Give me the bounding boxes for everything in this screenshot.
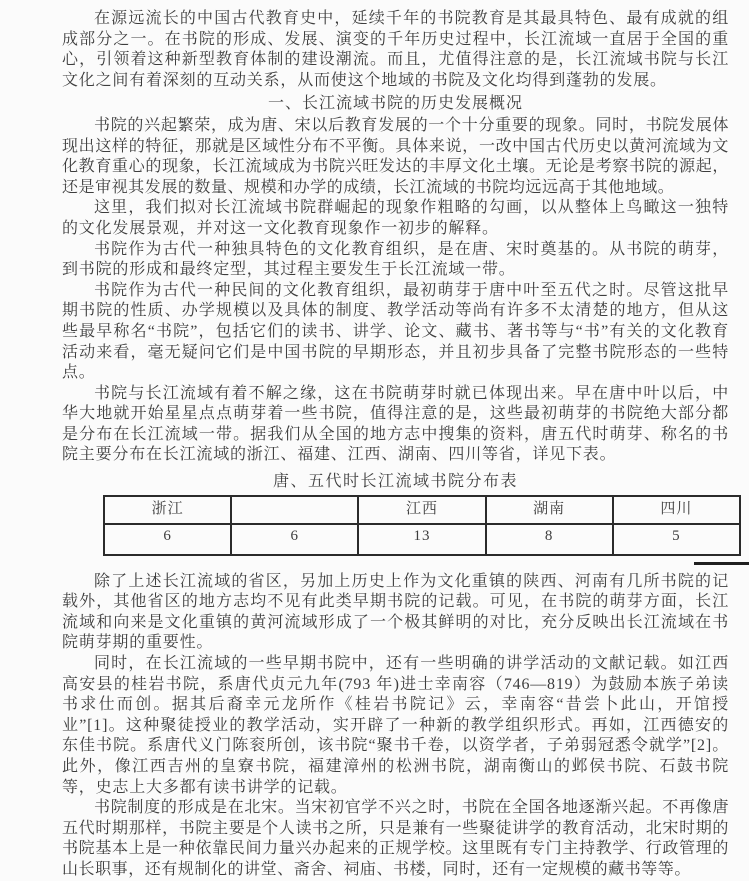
paragraph: 除了上述长江流域的省区，另加上历史上作为文化重镇的陕西、河南有几所书院的记载外，其他省区的地方志均不见有此类早期书院的记载。可见，在书院的萌芽方面，长江流域和向来是文化重镇的黄河流域形成了一个极其鲜明的对比，充分反映出长江流域在书院萌芽期的重要性。	[62, 572, 729, 652]
table-value-cell: 13	[358, 524, 485, 555]
paragraph: 书院作为古代一种独具特色的文化教育组织，是在唐、宋时奠基的。从书院的萌芽，到书院的形成和最终定型，其过程主要发生于长江流域一带。	[62, 240, 729, 279]
table-value-cell: 5	[613, 524, 740, 555]
paragraph: 书院作为古代一种民间的文化教育组织，最初萌芽于唐中叶至五代之时。尽管这批早期书院的性质、办学规模以及具体的制度、教学活动等尚有许多不太清楚的地方，但从这些最早称名“书院”，包括它们的读书、讲学、论文、藏书、著书等与“书”有关的文化教育活动来看，毫无疑问它们是中国书院的早期形态，并且初步具备了完整书院形态的一些特点。	[62, 281, 729, 382]
table-value-cell: 6	[104, 524, 231, 555]
table-value-row	[104, 524, 740, 555]
paragraph: 书院制度的形成是在北宋。当宋初官学不兴之时，书院在全国各地逐渐兴起。不再像唐五代时期那样，书院主要是个人读书之所，只是兼有一些聚徒讲学的教育活动，北宋时期的书院基本上是一种依靠民间力量兴办起来的正规学校。这里既有专门主持教学、行政管理的山长职事，还有规制化的讲堂、斋舍、祠庙、书楼，同时，还有一定规模的藏书等等。	[62, 799, 729, 878]
paragraph: 这里，我们拟对长江流域书院群崛起的现象作粗略的勾画，以从整体上鸟瞰这一独特的文化发展景观，并对这一文化教育现象作一初步的解释。	[62, 199, 729, 237]
table-header-cell: 湖南	[486, 496, 613, 524]
table-value-cell: 6	[231, 524, 358, 555]
table-header-cell	[231, 496, 358, 524]
table-title: 唐、五代时长江流域书院分布表	[272, 473, 518, 491]
paragraph: 书院与长江流域有着不解之缘，这在书院萌芽时就已体现出来。早在唐中叶以后，中华大地就开始星星点点萌芽着一些书院，值得注意的是，这些最初萌芽的书院绝大部分都是分布在长江流域一带。据我们从全国的地方志中搜集的资料，唐五代时萌芽、称名的书院主要分布在长江流域的浙江、福建、江西、湖南、四川等省，详见下表。	[62, 384, 729, 464]
academy-distribution-table	[103, 495, 741, 556]
table-header-cell: 浙江	[104, 496, 231, 524]
table-value-cell: 8	[486, 524, 613, 555]
table-header-cell: 四川	[613, 496, 740, 524]
section-heading: 一、长江流域书院的历史发展概况	[267, 95, 523, 113]
paragraph: 书院的兴起繁荣，成为唐、宋以后教育发展的一个十分重要的现象。同时，书院发展体现出这样的特征，那就是区域性分布不平衡。具体来说，一改中国古代历史以黄河流域为文化教育重心的现象，长江流域成为书院兴旺发达的丰厚文化土壤。无论是考察书院的源起，还是审视其发展的数量、规模和办学的成绩，长江流域的书院均远远高于其他地域。	[62, 116, 729, 196]
paragraph: 同时，在长江流域的一些早期书院中，还有一些明确的讲学活动的文献记载。如江西高安县的桂岩书院，系唐代贞元九年(793 年)进士幸南容（746—819）为鼓励本族子弟读书求仕而创。据其后裔幸元龙所作《桂岩书院记》云，幸南容“昔尝卜此山，开馆授业”[1]。这种聚徒授业的教学活动，实开辟了一种新的教学组织形式。再如，江西德安的东佳书院。系唐代义门陈衮所创，该书院“聚书千卷，以资学者，子弟弱冠悉令就学”[2]。此外，像江西吉州的皇寮书院，福建漳州的松洲书院，湖南衡山的邺侯书院、石鼓书院等，史志上大多都有读书讲学的记载。	[62, 655, 729, 796]
scan-artifact-line	[694, 562, 749, 565]
table-header-cell: 江西	[358, 496, 485, 524]
intro-paragraph: 在源远流长的中国古代教育史中，延续千年的书院教育是其最具特色、最有成就的组成部分之一。在书院的形成、发展、演变的千年历史过程中，长江流域一直居于全国的重心，引领着这种新型教育体制的建设潮流。而且，尤值得注意的是，长江流域书院与长江文化之间有着深刻的互动关系，从而使这个地域的书院及文化均得到蓬勃的发展。	[62, 10, 729, 89]
table-header-row	[104, 496, 740, 524]
